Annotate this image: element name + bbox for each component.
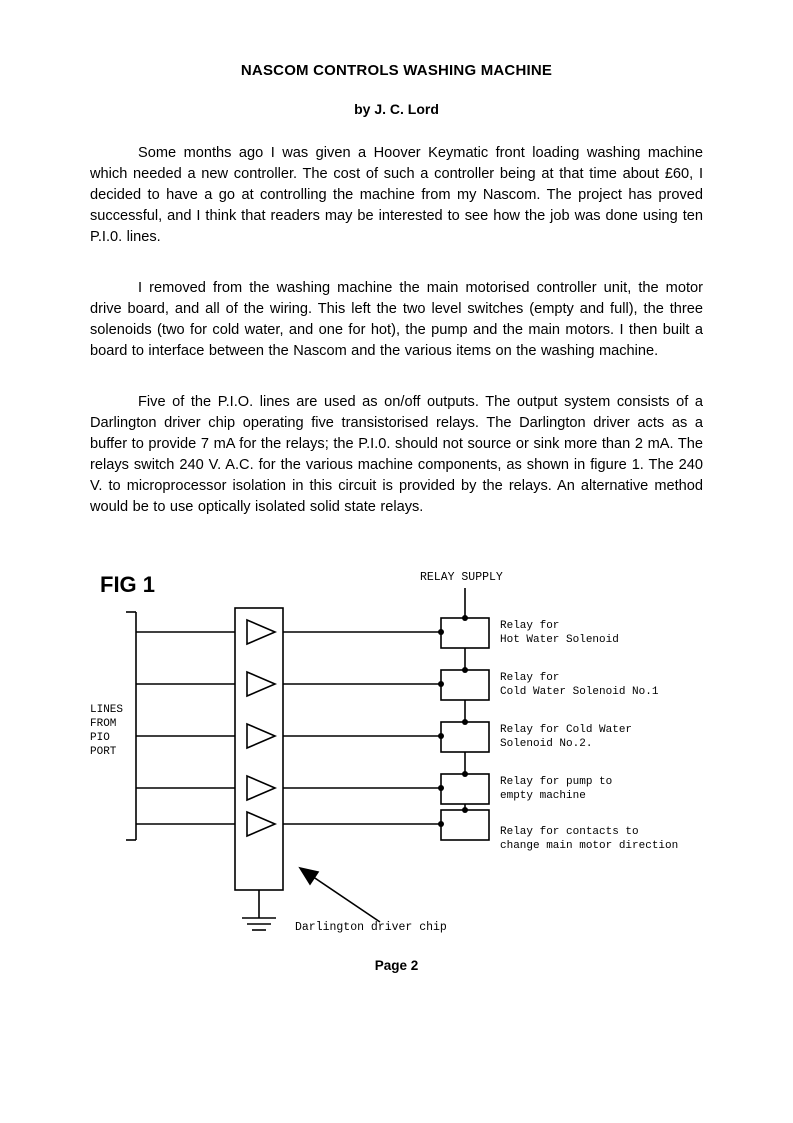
- input-label-line-2: FROM: [90, 718, 117, 730]
- input-label-line-4: PORT: [90, 746, 117, 758]
- relay-box-4: [441, 774, 489, 804]
- amplifier-triangle-1: [247, 620, 275, 644]
- chip-callout-label: Darlington driver chip: [295, 921, 447, 934]
- relay-box-3: [441, 722, 489, 752]
- relay-label-2b: Cold Water Solenoid No.1: [500, 686, 659, 698]
- page-title: NASCOM CONTROLS WASHING MACHINE: [240, 62, 553, 79]
- amplifier-triangle-3: [247, 724, 275, 748]
- byline: by J. C. Lord: [354, 101, 439, 117]
- darlington-chip-body: [235, 608, 283, 890]
- relay-box-1: [441, 618, 489, 648]
- relay-label-4b: empty machine: [500, 790, 586, 802]
- document-body: [90, 62, 703, 518]
- paragraph-2: I removed from the washing machine the main motorised controller unit, the motor drive board, and all of the wiring. This left the two level switches (empty and full), the three solenoids (two for cold water, and one for hot), the pump and the main motors. I then built a board to interface between the Nascom and the various items on the washing machine.: [90, 280, 703, 359]
- relay-label-1a: Relay for: [500, 620, 560, 632]
- relay-label-5b: change main motor direction: [500, 840, 679, 852]
- amplifier-triangle-5: [247, 812, 275, 836]
- relay-box-2: [441, 670, 489, 700]
- relay-label-5a: Relay for contacts to: [500, 826, 639, 838]
- relay-label-2a: Relay for: [500, 672, 560, 684]
- input-label-line-1: LINES: [90, 704, 124, 716]
- page-footer: Page 2: [374, 958, 419, 973]
- amplifier-triangle-2: [247, 672, 275, 696]
- relay-label-3a: Relay for Cold Water: [500, 724, 633, 736]
- relay-label-4a: Relay for pump to: [500, 776, 613, 788]
- input-label-line-3: PIO: [90, 732, 110, 744]
- figure-caption: FIG 1: [100, 572, 156, 597]
- relay-box-5: [441, 810, 489, 840]
- relay-label-3b: Solenoid No.2.: [500, 738, 593, 750]
- paragraph-3: Five of the P.I.O. lines are used as on/off outputs. The output system consists of a Darlington driver chip operating five transistorised relays. The Darlington driver acts as a buffer to provide 7 mA for the relays; the P.I.0. should not source or sink more than 2 mA. The relays switch 240 V. A.C. for the various machine components, as shown in figure 1. The 240 V. to microprocessor isolation in this circuit is provided by the relays. An alternative method would be to use optically isolated solid state relays.: [90, 394, 703, 515]
- relay-supply-label: RELAY SUPPLY: [420, 571, 503, 584]
- figure-1: [90, 570, 703, 950]
- relay-label-1b: Hot Water Solenoid: [500, 634, 619, 646]
- amplifier-triangle-4: [247, 776, 275, 800]
- paragraph-1: Some months ago I was given a Hoover Keymatic front loading washing machine which needed a new controller. The cost of such a controller being at that time about £60, I decided to have a go at controlling the machine from my Nascom. The project has proved successful, and I think that readers may be interested to see how the job was done using ten P.I.0. lines.: [90, 145, 703, 245]
